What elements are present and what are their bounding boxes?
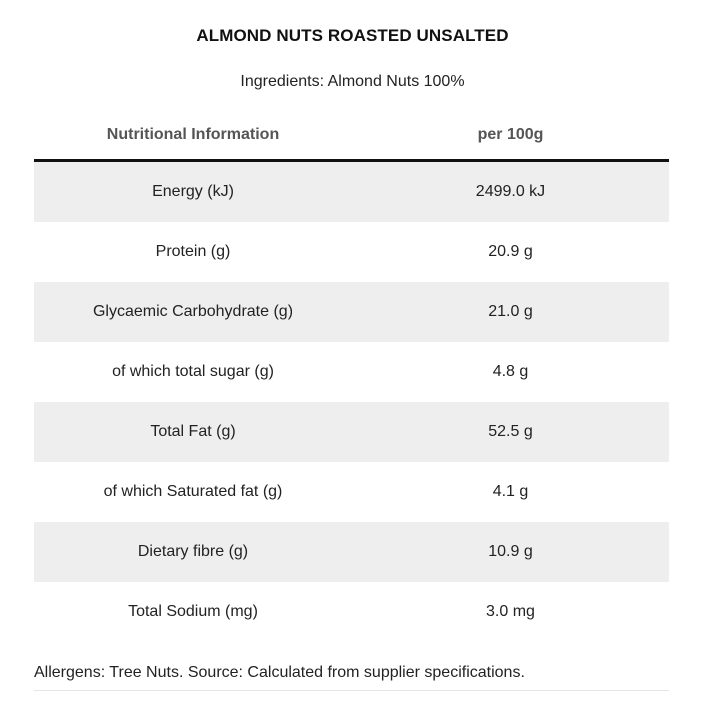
footer-divider	[34, 690, 669, 691]
nutrient-name: Total Fat (g)	[150, 423, 236, 440]
nutrition-table	[34, 110, 669, 642]
nutrient-value: 20.9 g	[488, 243, 533, 260]
nutrient-value: 4.8 g	[492, 363, 529, 380]
nutrient-value: 21.0 g	[488, 303, 533, 320]
table-row	[34, 462, 669, 522]
nutrient-value: 52.5 g	[488, 423, 533, 440]
table-row	[34, 342, 669, 402]
table-row	[34, 402, 669, 462]
nutrient-name: Protein (g)	[155, 243, 231, 260]
nutrient-value: 2499.0 kJ	[475, 183, 546, 200]
nutrient-name: Dietary fibre (g)	[137, 543, 249, 560]
nutrient-name: of which Saturated fat (g)	[103, 483, 283, 500]
table-row	[34, 222, 669, 282]
header-nutritional-information: Nutritional Information	[106, 125, 280, 143]
header-per-100g: per 100g	[477, 125, 544, 143]
allergens-footer: Allergens: Tree Nuts. Source: Calculated from supplier specifications.	[34, 664, 525, 681]
nutrient-name: Energy (kJ)	[152, 183, 234, 200]
nutrient-name: Total Sodium (mg)	[128, 603, 258, 620]
nutrient-value: 3.0 mg	[486, 603, 535, 620]
nutrient-name: of which total sugar (g)	[112, 363, 274, 380]
table-row	[34, 282, 669, 342]
nutrient-value: 4.1 g	[492, 483, 529, 500]
table-row	[34, 162, 669, 222]
product-title: ALMOND NUTS ROASTED UNSALTED	[196, 26, 509, 45]
nutrient-name: Glycaemic Carbohydrate (g)	[92, 303, 294, 320]
table-row	[34, 582, 669, 642]
table-row	[34, 522, 669, 582]
nutrition-table-header	[34, 110, 669, 162]
ingredients-text: Ingredients: Almond Nuts 100%	[240, 73, 465, 90]
nutrient-value: 10.9 g	[488, 543, 533, 560]
